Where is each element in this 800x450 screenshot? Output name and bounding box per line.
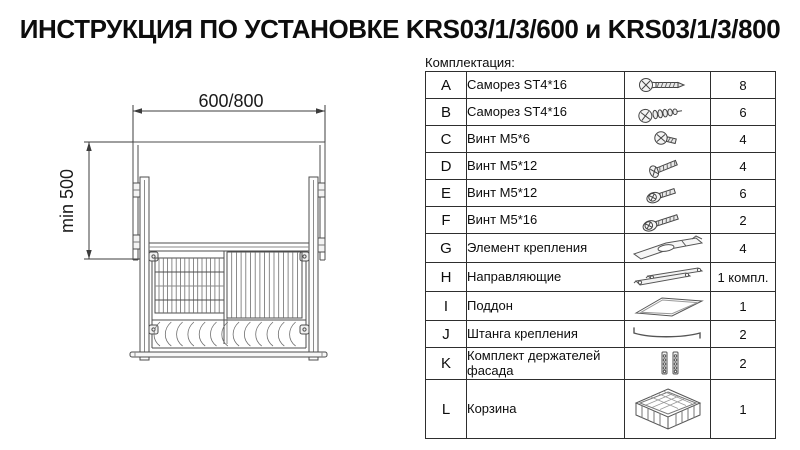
machine-screw-medium-icon [626, 153, 710, 179]
part-letter: I [426, 292, 467, 321]
part-qty: 1 [711, 380, 776, 439]
part-qty: 2 [711, 207, 776, 234]
table-row [426, 126, 776, 153]
part-name: Комплект держателей фасада [467, 348, 625, 380]
table-row [426, 292, 776, 321]
left-mounting-rail [133, 177, 149, 360]
right-mounting-rail [309, 177, 325, 360]
drawer-slides-icon [626, 263, 710, 291]
table-row [426, 348, 776, 380]
mounting-clip-icon [626, 234, 710, 262]
parts-table [425, 71, 776, 439]
part-letter: D [426, 153, 467, 180]
width-dimension-label: 600/800 [198, 91, 264, 111]
table-row [426, 234, 776, 263]
machine-screw-long-icon [626, 207, 710, 233]
part-name: Винт M5*16 [467, 207, 625, 234]
part-qty: 4 [711, 126, 776, 153]
table-row [426, 99, 776, 126]
part-name: Корзина [467, 380, 625, 439]
part-name: Направляющие [467, 263, 625, 292]
page-title: ИНСТРУКЦИЯ ПО УСТАНОВКЕ KRS03/1/3/600 и KRS03/1/3/800 [19, 14, 781, 44]
part-letter: H [426, 263, 467, 292]
part-qty: 6 [711, 180, 776, 207]
part-letter: B [426, 99, 467, 126]
table-row [426, 153, 776, 180]
wire-basket-icon [626, 383, 710, 435]
part-name: Поддон [467, 292, 625, 321]
table-row [426, 207, 776, 234]
part-name: Винт M5*12 [467, 153, 625, 180]
part-name: Саморез ST4*16 [467, 99, 625, 126]
part-letter: E [426, 180, 467, 207]
part-letter: L [426, 380, 467, 439]
drip-tray [130, 352, 327, 357]
kit-section [425, 55, 771, 439]
part-name: Винт M5*6 [467, 126, 625, 153]
part-qty: 6 [711, 99, 776, 126]
part-letter: G [426, 234, 467, 263]
part-name: Элемент крепления [467, 234, 625, 263]
self-tapping-screw-coarse-icon [626, 99, 710, 125]
installation-drawing [40, 88, 420, 378]
machine-screw-flange-icon [626, 180, 710, 206]
part-name: Саморез ST4*16 [467, 72, 625, 99]
basket-front-view [149, 243, 309, 348]
mounting-rod-icon [626, 322, 710, 346]
facade-holder-strips-icon [626, 350, 710, 378]
cabinet-drawing [40, 88, 420, 373]
part-letter: J [426, 321, 467, 348]
part-letter: A [426, 72, 467, 99]
part-qty: 1 [711, 292, 776, 321]
part-letter: F [426, 207, 467, 234]
part-qty: 4 [711, 234, 776, 263]
table-row [426, 321, 776, 348]
drip-tray-icon [626, 292, 710, 320]
kit-title: Комплектация: [425, 55, 515, 70]
part-letter: K [426, 348, 467, 380]
machine-screw-short-icon [626, 126, 710, 152]
part-qty: 2 [711, 348, 776, 380]
cabinet-outline [133, 142, 325, 260]
self-tapping-screw-icon [626, 72, 710, 98]
height-dimension-label: min 500 [57, 168, 77, 234]
table-row [426, 180, 776, 207]
part-qty: 8 [711, 72, 776, 99]
part-qty: 2 [711, 321, 776, 348]
table-row [426, 380, 776, 439]
table-row [426, 263, 776, 292]
part-name: Винт M5*12 [467, 180, 625, 207]
part-qty: 4 [711, 153, 776, 180]
part-name: Штанга крепления [467, 321, 625, 348]
part-letter: C [426, 126, 467, 153]
table-row [426, 72, 776, 99]
part-qty: 1 компл. [711, 263, 776, 292]
